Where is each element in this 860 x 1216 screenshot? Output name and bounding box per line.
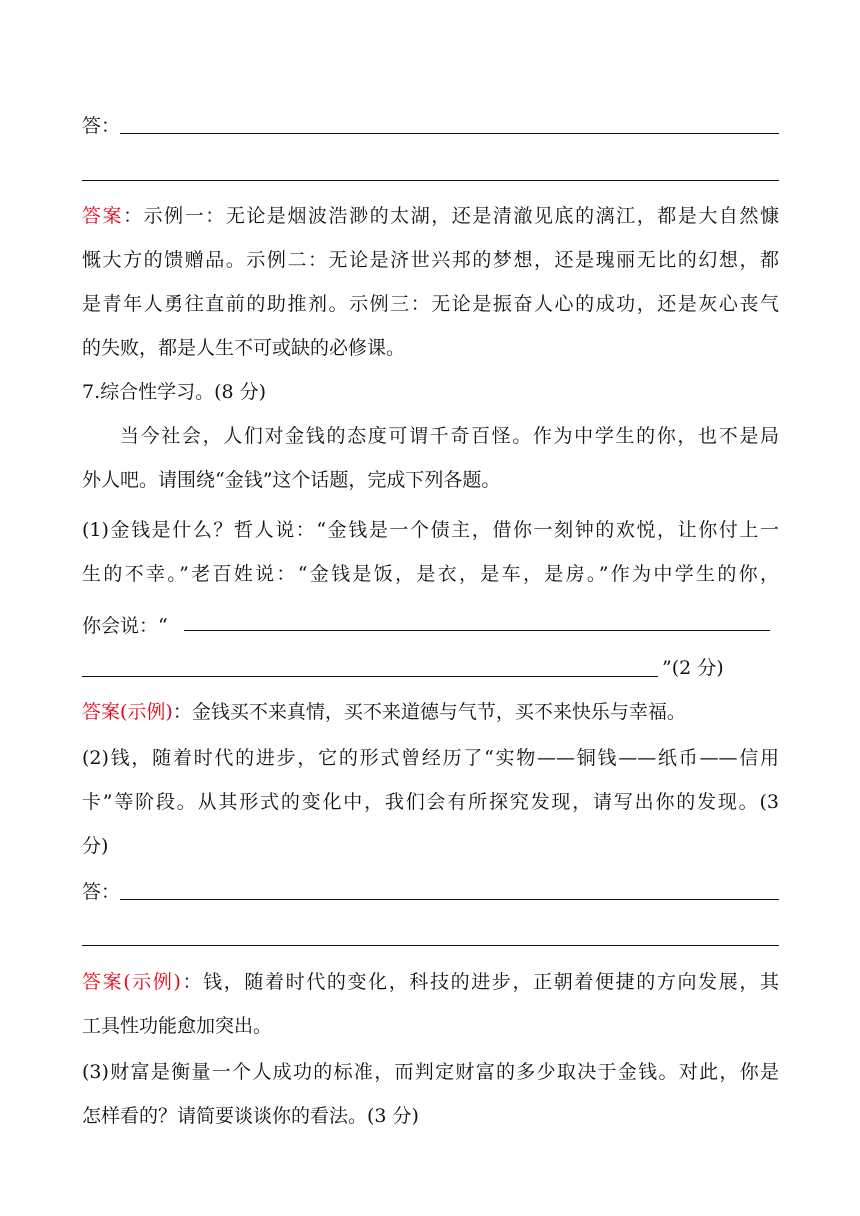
subquestion-line: (2)钱，随着时代的进步，它的形式曾经历了“实物——铜钱——纸币——信用 — [82, 747, 779, 769]
question-title: 7.综合性学习。(8 分) — [82, 381, 267, 403]
subquestion-line: 卡”等阶段。从其形式的变化中，我们会有所探究发现，请写出你的发现。(3 — [82, 791, 779, 813]
subquestion-line: 生的不幸。”老百姓说：“金钱是饭，是衣，是车，是房。”作为中学生的你， — [82, 563, 779, 585]
answer-paragraph-line: 的失败，都是人生不可或缺的必修课。 — [82, 337, 406, 359]
answer-label: 答案(示例) — [82, 971, 181, 993]
answer-example: 答案(示例)：钱，随着时代的变化，科技的进步，正朝着便捷的方向发展，其 — [82, 971, 779, 993]
answer-label: 答案 — [82, 205, 124, 227]
answer-prompt: 答： — [82, 881, 121, 903]
intro-line: 外人吧。请围绕“金钱”这个话题，完成下列各题。 — [82, 469, 501, 491]
answer-blank-line[interactable] — [82, 180, 779, 181]
answer-prompt: 答： — [82, 115, 121, 137]
answer-blank-line[interactable] — [120, 899, 779, 900]
answer-paragraph-line: 工具性功能愈加突出。 — [82, 1015, 273, 1037]
subquestion-line: 分) — [82, 835, 109, 857]
answer-paragraph-line: 答案：示例一：无论是烟波浩渺的太湖，还是清澈见底的漓江，都是大自然慷 — [82, 205, 779, 227]
answer-blank-line[interactable] — [82, 945, 779, 946]
subquestion-line: 怎样看的？请简要谈谈你的看法。(3 分) — [82, 1105, 419, 1127]
answer-paragraph-line: 慨大方的馈赠品。示例二：无论是济世兴邦的梦想，还是瑰丽无比的幻想，都 — [82, 249, 779, 271]
subquestion-line: (3)财富是衡量一个人成功的标准，而判定财富的多少取决于金钱。对此，你是 — [82, 1061, 779, 1083]
subquestion-line: (1)金钱是什么？哲人说：“金钱是一个债主，借你一刻钟的欢悦，让你付上一 — [82, 519, 779, 541]
intro-line: 当今社会，人们对金钱的态度可谓千奇百怪。作为中学生的你，也不是局 — [120, 425, 779, 447]
answer-example: 答案(示例)：金钱买不来真情，买不来道德与气节，买不来快乐与幸福。 — [82, 701, 686, 723]
answer-blank-line[interactable] — [120, 133, 779, 134]
fill-closing: ”(2 分) — [662, 657, 724, 679]
fill-blank-line[interactable] — [82, 676, 658, 677]
answer-paragraph-line: 是青年人勇往直前的助推剂。示例三：无论是振奋人心的成功，还是灰心丧气 — [82, 293, 779, 315]
fill-prompt: 你会说：“ — [82, 615, 168, 637]
fill-blank-line[interactable] — [184, 630, 770, 631]
answer-label: 答案(示例) — [82, 701, 173, 723]
